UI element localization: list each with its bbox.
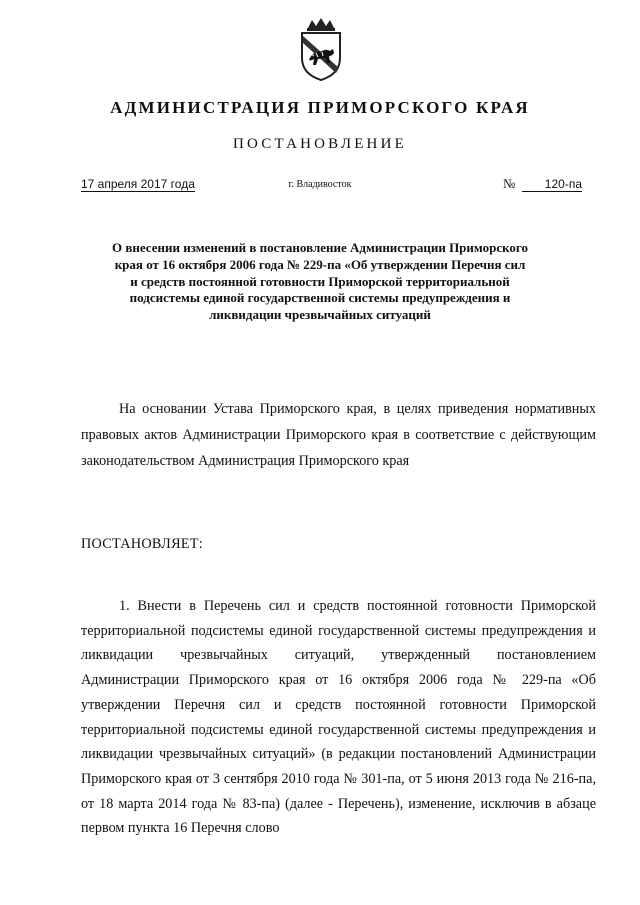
coat-of-arms-icon (296, 18, 346, 82)
document-type: ПОСТАНОВЛЕНИЕ (233, 136, 407, 152)
document-city: г. Владивосток (288, 179, 352, 190)
number-label: № (503, 176, 516, 191)
organization-title: АДМИНИСТРАЦИЯ ПРИМОРСКОГО КРАЯ (110, 98, 530, 117)
document-heading: О внесении изменений в постановление Администрации Приморского края от 16 октября 2006 года № 229-па «Об утверждении Перечня сил и средств постоянной готовности Приморской территориальной подсистемы единой государственной системы предупреждения и ликвидации чрезвычайных ситуаций (112, 240, 528, 323)
paragraph-1: 1. Внести в Перечень сил и средств постоянной готовности Приморской территориальной подсистемы единой государственной системы предупреждения и ликвидации чрезвычайных ситуаций, утвержденный постановлением Администрации Приморского края от 16 октября 2006 года № 229-па «Об утверждении Перечня сил и средств постоянной готовности Приморской территориальной подсистемы единой государственной системы предупреждения и ликвидации чрезвычайных ситуаций» (в редакции постановлений Администрации Приморского края от 3 сентября 2010 года № 301-па, от 5 июня 2013 года № 216-па, от 18 марта 2014 года № 83-па) (далее - Перечень), изменение, исключив в абзаце первом пункта 16 Перечня слово (81, 598, 596, 837)
basis-paragraph: На основании Устава Приморского края, в целях приведения нормативных правовых актов Администрации Приморского края в соответствие с действующим законодательством Администрация Приморского края (81, 401, 596, 469)
document-date: 17 апреля 2017 года (81, 177, 195, 191)
document-number: 120-па (522, 177, 582, 192)
decree-word: ПОСТАНОВЛЯЕТ: (81, 536, 204, 552)
